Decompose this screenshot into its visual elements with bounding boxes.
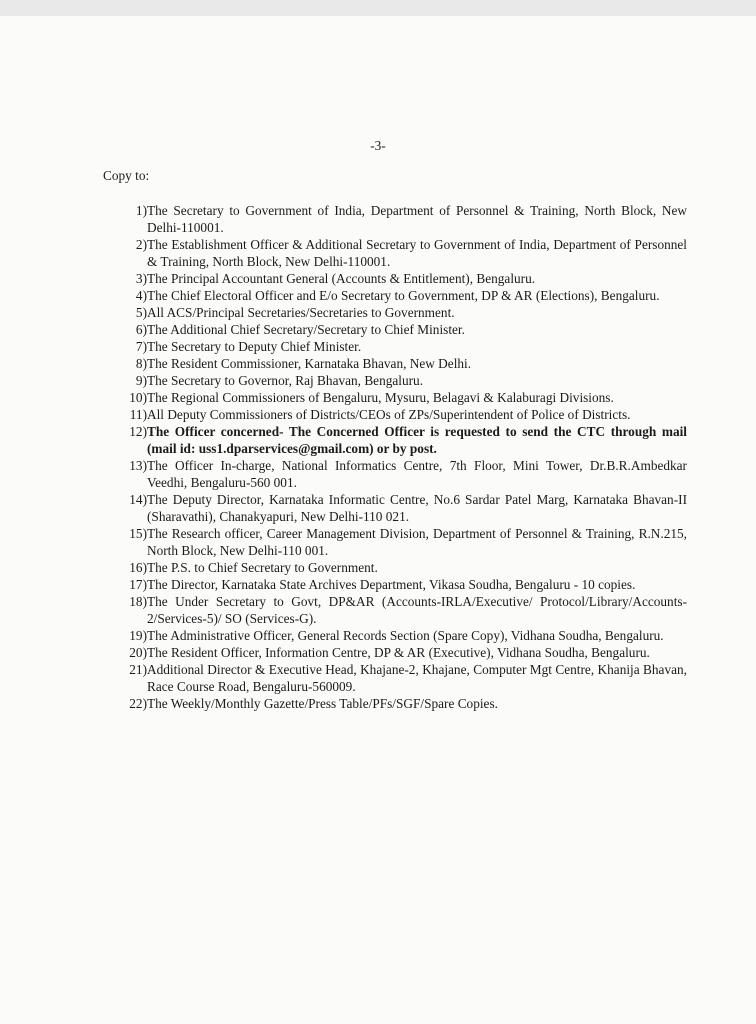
item-text: The P.S. to Chief Secretary to Government. — [147, 560, 378, 575]
item-number: 4) — [135, 288, 147, 303]
item-text: All ACS/Principal Secretaries/Secretaries to Government. — [147, 305, 455, 320]
item-text: The Officer In-charge, National Informatics Centre, 7th Floor, Mini Tower, Dr.B.R.Ambedkar Veedhi, Bengaluru-560 001. — [147, 458, 687, 490]
item-text: The Secretary to Government of India, Department of Personnel & Training, North Block, New Delhi-110001. — [147, 203, 687, 235]
list-item — [103, 304, 687, 321]
item-number: 14) — [129, 492, 147, 507]
item-text: The Additional Chief Secretary/Secretary to Chief Minister. — [147, 322, 465, 337]
list-item — [103, 270, 687, 287]
list-item-highlighted — [103, 423, 687, 457]
item-number: 21) — [129, 662, 147, 677]
item-number: 20) — [129, 645, 147, 660]
item-text: The Regional Commissioners of Bengaluru, Mysuru, Belagavi & Kalaburagi Divisions. — [147, 390, 614, 405]
item-text: All Deputy Commissioners of Districts/CEOs of ZPs/Superintendent of Police of Districts. — [147, 407, 631, 422]
list-item — [103, 287, 687, 304]
item-number: 17) — [129, 577, 147, 592]
copy-to-list — [103, 202, 687, 712]
item-text: The Principal Accountant General (Accounts & Entitlement), Bengaluru. — [147, 271, 536, 286]
item-number: 18) — [129, 594, 147, 609]
item-text: The Establishment Officer & Additional Secretary to Government of India, Department of Personnel & Training, North Block, New Delhi-110001. — [147, 237, 687, 269]
item-text: The Resident Officer, Information Centre, DP & AR (Executive), Vidhana Soudha, Bengaluru. — [147, 645, 650, 660]
item-number: 2) — [135, 237, 147, 252]
list-item — [103, 338, 687, 355]
item-text: The Administrative Officer, General Records Section (Spare Copy), Vidhana Soudha, Bengaluru. — [147, 628, 664, 643]
item-text: The Weekly/Monthly Gazette/Press Table/PFs/SGF/Spare Copies. — [147, 696, 498, 711]
list-item — [103, 389, 687, 406]
item-text: The Chief Electoral Officer and E/o Secretary to Government, DP & AR (Elections), Bengaluru. — [147, 288, 660, 303]
item-number: 1) — [135, 203, 147, 218]
list-item — [103, 372, 687, 389]
item-number: 8) — [135, 356, 147, 371]
item-number: 10) — [129, 390, 147, 405]
item-text: The Director, Karnataka State Archives Department, Vikasa Soudha, Bengaluru - 10 copies. — [147, 577, 636, 592]
list-item — [103, 355, 687, 372]
item-number: 19) — [129, 628, 147, 643]
item-number: 12) — [129, 424, 147, 439]
item-number: 6) — [135, 322, 147, 337]
list-item — [103, 321, 687, 338]
page-number: -3- — [370, 138, 386, 153]
item-text: The Research officer, Career Management Division, Department of Personnel & Training, R.N.215, North Block, New Delhi-110 001. — [147, 526, 687, 558]
item-number: 13) — [129, 458, 147, 473]
list-item — [103, 406, 687, 423]
item-text: The Resident Commissioner, Karnataka Bhavan, New Delhi. — [147, 356, 472, 371]
list-item — [103, 627, 687, 644]
item-number: 3) — [135, 271, 147, 286]
item-number: 11) — [129, 407, 147, 422]
list-item — [103, 559, 687, 576]
item-text: The Under Secretary to Govt, DP&AR (Accounts-IRLA/Executive/ Protocol/Library/Accounts-2/Services-5)/ SO (Services-G). — [147, 594, 687, 626]
item-number: 7) — [135, 339, 147, 354]
copy-to-label: Copy to: — [103, 168, 150, 183]
item-number: 9) — [135, 373, 147, 388]
item-text: The Deputy Director, Karnataka Informatic Centre, No.6 Sardar Patel Marg, Karnataka Bhavan-II (Sharavathi), Chanakyapuri, New Delhi-110 021. — [147, 492, 687, 524]
list-item — [103, 695, 687, 712]
item-number: 22) — [129, 696, 147, 711]
item-text: Additional Director & Executive Head, Khajane-2, Khajane, Computer Mgt Centre, Khanija Bhavan, Race Course Road, Bengaluru-560009. — [147, 662, 687, 694]
list-item — [103, 576, 687, 593]
item-number: 15) — [129, 526, 147, 541]
item-number: 16) — [129, 560, 147, 575]
list-item — [103, 236, 687, 270]
list-item — [103, 457, 687, 491]
item-text: The Secretary to Deputy Chief Minister. — [147, 339, 362, 354]
item-text: The Officer concerned- The Concerned Officer is requested to send the CTC through mail (mail id: uss1.dparservices@gmail.com) or by post. — [147, 424, 687, 456]
item-text: The Secretary to Governor, Raj Bhavan, Bengaluru. — [147, 373, 424, 388]
list-item — [103, 491, 687, 525]
list-item — [103, 661, 687, 695]
list-item — [103, 644, 687, 661]
list-item — [103, 202, 687, 236]
item-number: 5) — [135, 305, 147, 320]
list-item — [103, 593, 687, 627]
list-item — [103, 525, 687, 559]
